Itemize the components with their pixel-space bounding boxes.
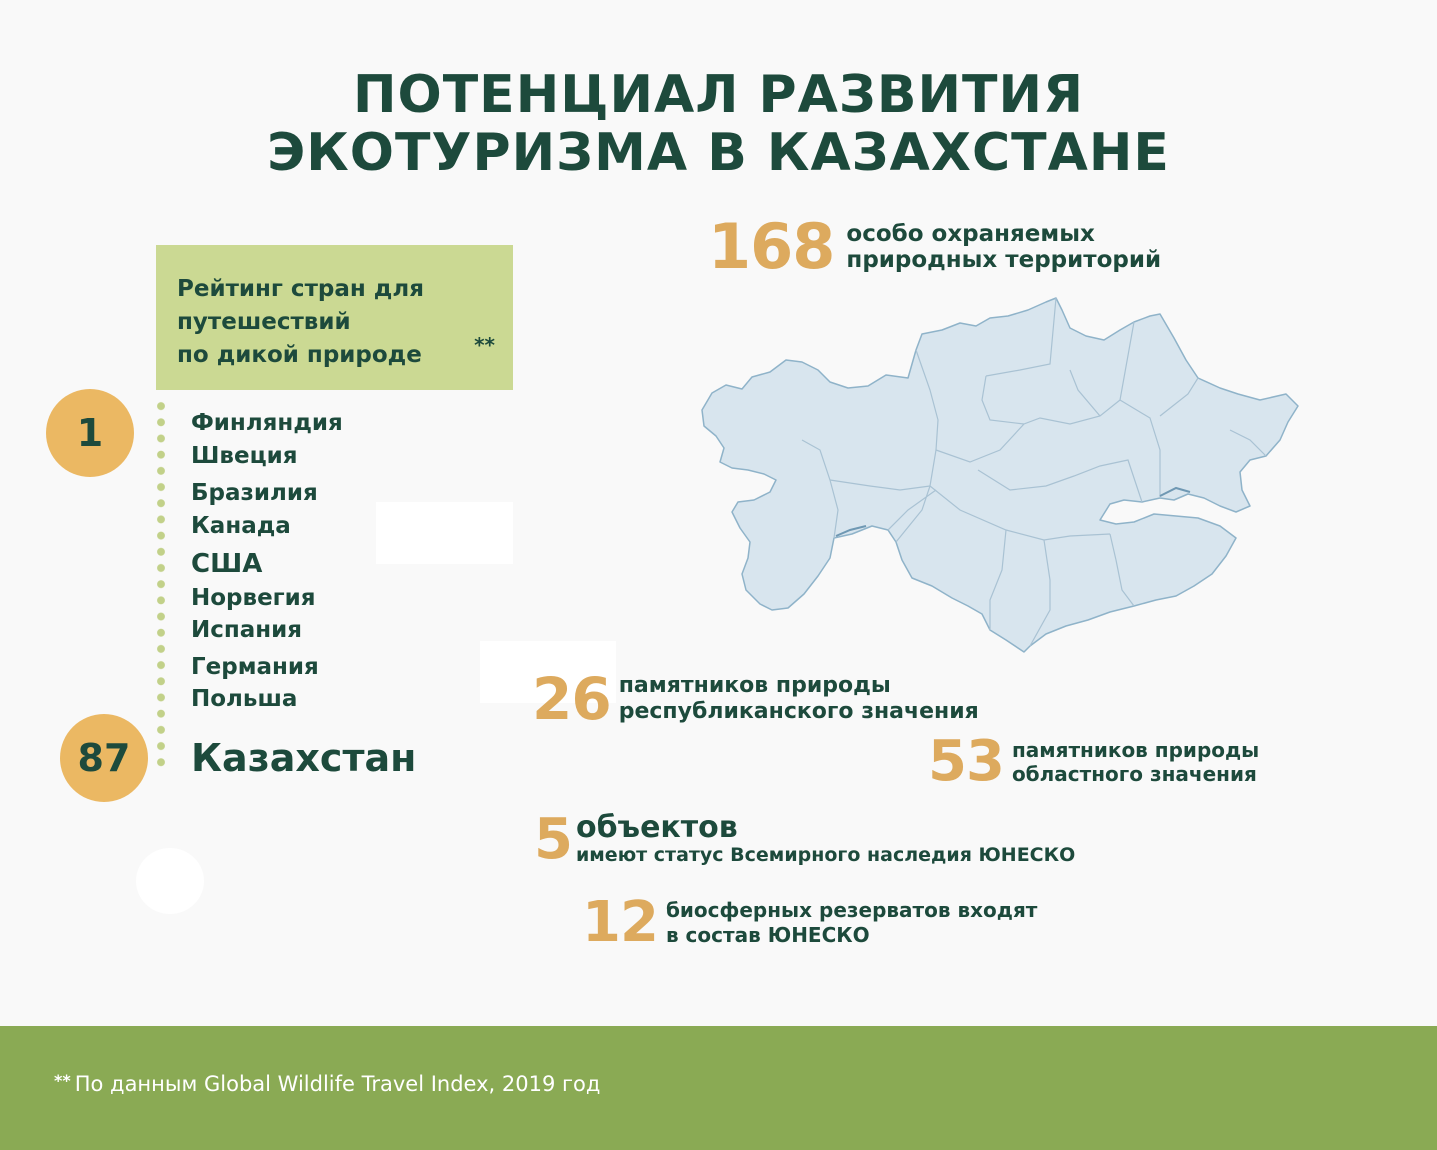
rating-title-line-3: по дикой природе	[177, 342, 422, 368]
stat-label-line-1: памятников природы	[1011, 738, 1260, 762]
title-line-1: ПОТЕНЦИАЛ РАЗВИТИЯ	[352, 65, 1085, 125]
white-circle-patch	[136, 848, 204, 914]
country-item: США	[191, 549, 263, 579]
country-item: Испания	[191, 617, 303, 643]
stat-number: 12	[582, 890, 658, 955]
country-item: Норвегия	[191, 585, 316, 611]
dotted-timeline	[157, 398, 165, 773]
stat-regional-monuments	[928, 729, 1260, 794]
stat-label	[619, 673, 979, 725]
title-line-2: ЭКОТУРИЗМА В КАЗАХСТАНЕ	[267, 123, 1170, 183]
kazakhstan-map	[690, 290, 1310, 660]
stat-republic-monuments	[532, 665, 979, 733]
stat-biosphere-reserves	[582, 890, 1038, 955]
rank-badge-kazakhstan: 87	[60, 714, 148, 802]
stat-number: 168	[708, 210, 835, 283]
country-item: Швеция	[191, 443, 298, 469]
stat-label-line-1: особо охраняемых	[846, 221, 1095, 247]
stat-number: 53	[928, 729, 1004, 794]
stat-label-line-2: республиканского значения	[618, 699, 979, 724]
white-patch	[376, 502, 513, 564]
stat-label-line-2: природных территорий	[846, 247, 1162, 273]
stat-label-line-2: в состав ЮНЕСКО	[665, 923, 870, 947]
country-kazakhstan: Казахстан	[191, 736, 417, 780]
source-footnote	[54, 1071, 600, 1096]
country-item: Канада	[191, 513, 291, 539]
stat-label-line-1: объектов	[575, 810, 738, 845]
stat-label	[846, 221, 1161, 273]
rank-badge-first: 1	[46, 389, 134, 477]
stat-label	[575, 810, 1076, 867]
rating-header-box	[156, 245, 513, 390]
rating-title	[177, 273, 493, 372]
stat-label	[666, 898, 1037, 948]
stat-label-line-2: имеют статус Всемирного наследия ЮНЕСКО	[575, 844, 1076, 866]
stat-label-line-2: областного значения	[1011, 762, 1257, 786]
stat-protected-areas	[708, 210, 1162, 283]
footnote-text: По данным Global Wildlife Travel Index, 2019 год	[74, 1072, 601, 1096]
stat-number: 26	[532, 665, 611, 733]
stat-unesco-heritage	[534, 807, 1076, 872]
footnote-stars: **	[54, 1071, 71, 1090]
country-item: Финляндия	[191, 410, 343, 436]
page-title	[0, 66, 1437, 182]
stat-number: 5	[534, 807, 572, 872]
rating-title-line-2: путешествий	[177, 309, 351, 335]
rating-title-line-1: Рейтинг стран для	[177, 276, 424, 302]
stat-label	[1012, 738, 1259, 786]
footnote-mark: **	[474, 333, 495, 357]
map-outline	[702, 298, 1298, 652]
country-item: Бразилия	[191, 480, 318, 506]
country-item: Германия	[191, 654, 319, 680]
stat-label-line-1: памятников природы	[618, 673, 891, 698]
stat-label-line-1: биосферных резерватов входят	[665, 898, 1038, 922]
country-item: Польша	[191, 686, 298, 712]
